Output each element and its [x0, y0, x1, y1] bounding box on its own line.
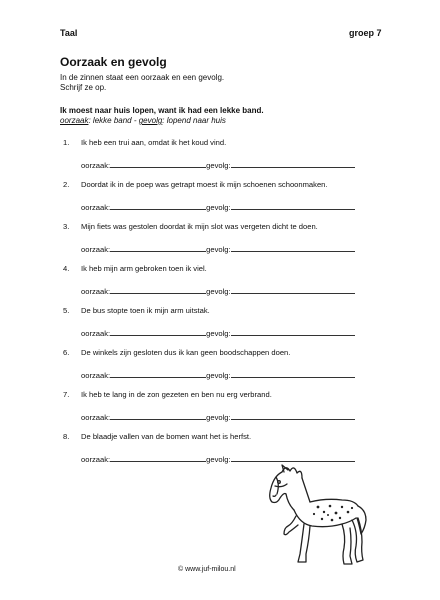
question-number: 4.: [63, 264, 70, 273]
answer-row-1: [81, 159, 355, 170]
answer-row-5: [81, 327, 355, 338]
cause-answer-line[interactable]: [110, 327, 206, 336]
effect-label: gevolg:: [206, 245, 231, 254]
effect-answer-line[interactable]: [231, 243, 355, 252]
question-text: Ik heb mijn arm gebroken toen ik viel.: [81, 264, 207, 273]
question-text: De blaadje vallen van de bomen want het is herfst.: [81, 432, 252, 441]
example-cause-label: oorzaak: [60, 116, 89, 125]
question-text: Mijn fiets was gestolen doordat ik mijn slot was vergeten dicht te doen.: [81, 222, 318, 231]
intro-line-1: In de zinnen staat een oorzaak en een gevolg.: [60, 73, 225, 82]
intro-line-2: Schrijf ze op.: [60, 83, 107, 92]
example-sentence: Ik moest naar huis lopen, want ik had een lekke band.: [60, 106, 264, 115]
cause-answer-line[interactable]: [110, 201, 206, 210]
cause-label: oorzaak:: [81, 161, 111, 170]
question-number: 8.: [63, 432, 70, 441]
question-number: 3.: [63, 222, 70, 231]
effect-label: gevolg:: [206, 161, 231, 170]
answer-row-4: [81, 285, 355, 296]
answer-row-3: [81, 243, 355, 254]
cause-label: oorzaak:: [81, 245, 111, 254]
question-text: Ik heb te lang in de zon gezeten en ben nu erg verbrand.: [81, 390, 272, 399]
example-answer: [60, 116, 226, 125]
cause-answer-line[interactable]: [110, 453, 206, 462]
horse-drawing-icon: [262, 462, 374, 574]
subject-label: Taal: [60, 28, 78, 38]
question-text: De winkels zijn gesloten dus ik kan geen boodschappen doen.: [81, 348, 291, 357]
question-7: [63, 390, 272, 399]
cause-label: oorzaak:: [81, 455, 111, 464]
cause-label: oorzaak:: [81, 287, 111, 296]
question-number: 7.: [63, 390, 70, 399]
question-8: [63, 432, 251, 441]
question-text: Doordat ik in de poep was getrapt moest ik mijn schoenen schoonmaken.: [81, 180, 328, 189]
question-2: [63, 180, 328, 189]
example-effect-text: : lopend naar huis: [162, 116, 226, 125]
question-text: Ik heb een trui aan, omdat ik het koud vind.: [81, 138, 227, 147]
question-number: 5.: [63, 306, 70, 315]
cause-label: oorzaak:: [81, 203, 111, 212]
cause-answer-line[interactable]: [110, 243, 206, 252]
cause-answer-line[interactable]: [110, 369, 206, 378]
question-text: De bus stopte toen ik mijn arm uitstak.: [81, 306, 210, 315]
question-4: [63, 264, 207, 273]
cause-label: oorzaak:: [81, 371, 111, 380]
effect-label: gevolg:: [206, 371, 231, 380]
effect-answer-line[interactable]: [231, 201, 355, 210]
question-1: [63, 138, 226, 147]
effect-answer-line[interactable]: [231, 369, 355, 378]
cause-answer-line[interactable]: [110, 411, 206, 420]
effect-label: gevolg:: [206, 287, 231, 296]
question-3: [63, 222, 318, 231]
example-cause-text: : lekke band -: [88, 116, 139, 125]
effect-answer-line[interactable]: [231, 327, 355, 336]
question-number: 6.: [63, 348, 70, 357]
cause-label: oorzaak:: [81, 413, 111, 422]
effect-label: gevolg:: [206, 329, 231, 338]
cause-label: oorzaak:: [81, 329, 111, 338]
question-number: 1.: [63, 138, 70, 147]
effect-label: gevolg:: [206, 455, 231, 464]
answer-row-6: [81, 369, 355, 380]
effect-answer-line[interactable]: [231, 159, 355, 168]
effect-answer-line[interactable]: [231, 285, 355, 294]
question-6: [63, 348, 290, 357]
effect-answer-line[interactable]: [231, 411, 355, 420]
answer-row-2: [81, 201, 355, 212]
effect-label: gevolg:: [206, 413, 231, 422]
effect-answer-line[interactable]: [231, 453, 355, 462]
effect-label: gevolg:: [206, 203, 231, 212]
footer-credit: © www.juf-milou.nl: [178, 566, 236, 573]
cause-answer-line[interactable]: [110, 285, 206, 294]
question-number: 2.: [63, 180, 70, 189]
group-label: groep 7: [349, 28, 382, 38]
example-effect-label: gevolg: [138, 116, 163, 125]
answer-row-7: [81, 411, 355, 422]
cause-answer-line[interactable]: [110, 159, 206, 168]
page-title: Oorzaak en gevolg: [60, 55, 167, 69]
question-5: [63, 306, 210, 315]
